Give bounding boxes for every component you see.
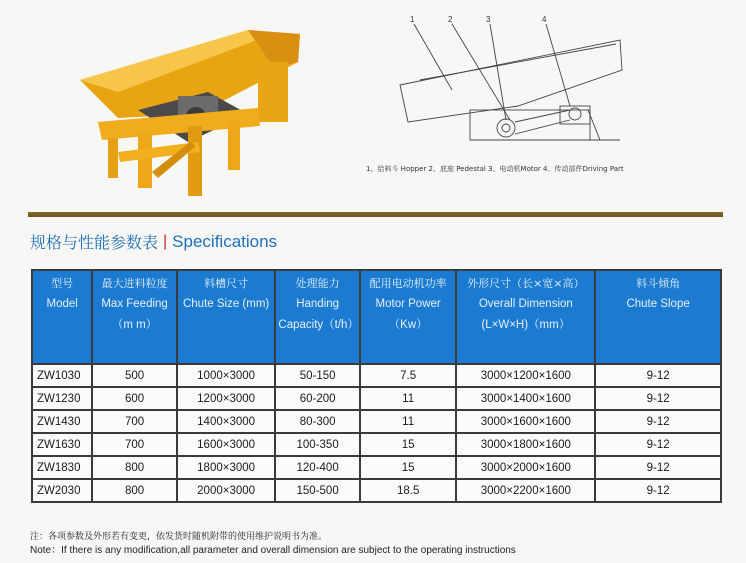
cell-capacity: 150-500 <box>276 480 358 501</box>
table-header-row <box>33 271 720 363</box>
cell-capacity: 120-400 <box>276 457 358 478</box>
table-row <box>33 434 720 455</box>
table-row <box>33 411 720 432</box>
cell-chute-slope: 9-12 <box>596 480 720 501</box>
table-row <box>33 388 720 409</box>
cell-model: ZW1830 <box>33 457 91 478</box>
cell-capacity: 60-200 <box>276 388 358 409</box>
cell-motor-power: 15 <box>361 457 456 478</box>
cell-motor-power: 11 <box>361 388 456 409</box>
cell-model: ZW2030 <box>33 480 91 501</box>
cell-max-feeding: 700 <box>93 411 175 432</box>
footnote-zh: 注：各项参数及外形若有变更，依发货时随机附带的使用维护说明书为准。 <box>30 532 328 542</box>
cell-model: ZW1230 <box>33 388 91 409</box>
header-chute-size: 料槽尺寸 Chute Size (mm) <box>178 271 275 363</box>
cell-max-feeding: 800 <box>93 457 175 478</box>
feeder-photo <box>78 22 308 200</box>
cell-chute-size: 1600×3000 <box>178 434 275 455</box>
heading-separator: | <box>163 232 168 250</box>
specifications-table <box>31 269 722 503</box>
table-row <box>33 480 720 501</box>
header-overall-dimension: 外形尺寸（长×宽×高） Overall Dimension (L×W×H)（mm） <box>457 271 594 363</box>
cell-chute-size: 1000×3000 <box>178 365 275 386</box>
header-max-feeding: 最大进料粒度 Max Feeding（m m） <box>93 271 175 363</box>
cell-chute-slope: 9-12 <box>596 457 720 478</box>
cell-chute-size: 2000×3000 <box>178 480 275 501</box>
cell-model: ZW1030 <box>33 365 91 386</box>
header-model: 型号 Model <box>33 271 91 363</box>
cell-motor-power: 18.5 <box>361 480 456 501</box>
section-divider <box>28 212 723 217</box>
cell-overall-dimension: 3000×2200×1600 <box>457 480 594 501</box>
section-heading <box>30 230 277 253</box>
cell-overall-dimension: 3000×1800×1600 <box>457 434 594 455</box>
callout-2: 2 <box>448 15 453 24</box>
table-row <box>33 457 720 478</box>
cell-model: ZW1630 <box>33 434 91 455</box>
cell-chute-slope: 9-12 <box>596 388 720 409</box>
cell-capacity: 50-150 <box>276 365 358 386</box>
cell-chute-slope: 9-12 <box>596 411 720 432</box>
header-motor-power: 配用电动机功率 Motor Power（Kw） <box>361 271 456 363</box>
header-capacity: 处理能力 Handing Capacity（t/h） <box>276 271 358 363</box>
header-chute-slope: 料斗倾角 Chute Slope <box>596 271 720 363</box>
cell-chute-slope: 9-12 <box>596 434 720 455</box>
cell-chute-size: 1800×3000 <box>178 457 275 478</box>
callout-1: 1 <box>410 15 415 24</box>
cell-overall-dimension: 3000×1200×1600 <box>457 365 594 386</box>
heading-en: Specifications <box>172 231 278 251</box>
cell-capacity: 100-350 <box>276 434 358 455</box>
callout-4: 4 <box>542 15 547 24</box>
feeder-schematic <box>360 10 680 160</box>
cell-motor-power: 7.5 <box>361 365 456 386</box>
cell-motor-power: 15 <box>361 434 456 455</box>
cell-chute-size: 1200×3000 <box>178 388 275 409</box>
cell-overall-dimension: 3000×2000×1600 <box>457 457 594 478</box>
cell-capacity: 80-300 <box>276 411 358 432</box>
cell-overall-dimension: 3000×1400×1600 <box>457 388 594 409</box>
cell-chute-size: 1400×3000 <box>178 411 275 432</box>
cell-overall-dimension: 3000×1600×1600 <box>457 411 594 432</box>
cell-chute-slope: 9-12 <box>596 365 720 386</box>
diagram-caption: 1、给料斗 Hopper 2、底座 Pedestal 3、电动机Motor 4、传动部件Driving Part <box>366 165 624 173</box>
cell-max-feeding: 800 <box>93 480 175 501</box>
heading-zh: 规格与性能参数表 <box>30 233 159 252</box>
callout-3: 3 <box>486 15 491 24</box>
footnote-en: Note：If there is any modification,all parameter and overall dimension are subject to the operating instructions <box>30 545 516 556</box>
cell-model: ZW1430 <box>33 411 91 432</box>
cell-max-feeding: 500 <box>93 365 175 386</box>
cell-max-feeding: 600 <box>93 388 175 409</box>
cell-motor-power: 11 <box>361 411 456 432</box>
footnote <box>30 530 516 558</box>
cell-max-feeding: 700 <box>93 434 175 455</box>
table-row <box>33 365 720 386</box>
